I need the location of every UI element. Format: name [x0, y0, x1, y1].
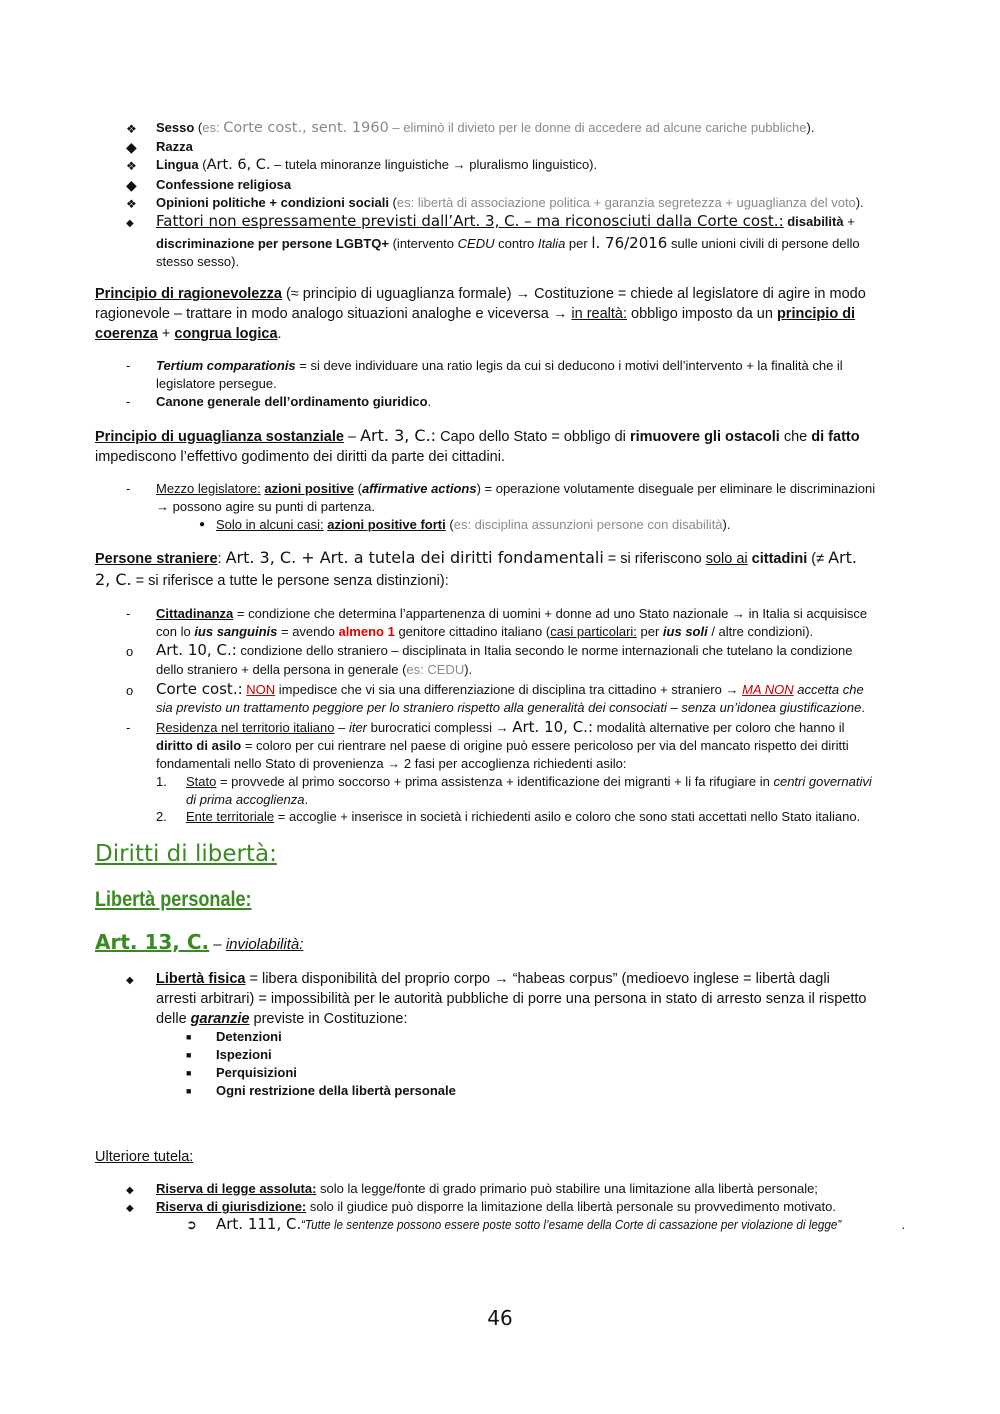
list-item-fattori: Fattori non espressamente previsti dall’Art. 3, C. – ma riconosciuti dalla Corte cost.: disabilità + — [156, 212, 855, 230]
diamond-bullet-icon: ❖ — [126, 159, 137, 173]
o-bullet: o — [126, 683, 134, 698]
list-item-garanzia: Perquisizioni — [216, 1065, 297, 1080]
list-item-residenza: Residenza nel territorio italiano – iter burocratici complessi → Art. 10, C.: modalità alternative per coloro che hanno il — [156, 718, 845, 736]
reference: Art. 6, C. — [206, 157, 271, 173]
list-item-garanzia: Ogni restrizione della libertà personale — [216, 1083, 456, 1098]
list-item-tertium: Tertium comparationis = si deve individuare una ratio legis da cui si deducono i motivi dell’intervento + la finalità che il — [156, 358, 843, 373]
dash-bullet: - — [126, 394, 131, 409]
o-bullet: o — [126, 644, 134, 659]
diamond-bullet-icon: ◆ — [126, 177, 137, 193]
dash-bullet: - — [126, 481, 131, 496]
square-bullet-icon: ■ — [186, 1068, 192, 1078]
heading-diritti-liberta: Diritti di libertà: — [95, 841, 277, 867]
section-ulteriore-tutela: Ulteriore tutela: — [95, 1149, 194, 1165]
page-number: 46 — [487, 1306, 513, 1330]
arrow-bullet-icon: ➲ — [186, 1217, 197, 1232]
list-item-canone: Canone generale dell’ordinamento giuridico. — [156, 394, 432, 409]
list-number: 2. — [156, 809, 167, 824]
heading-art13: Art. 13, C. – inviolabilità: — [95, 930, 304, 954]
list-item-corte: Corte cost.: NON impedisce che vi sia una differenziazione di disciplina tra cittadino + straniero → MA NON accetta che — [156, 680, 864, 698]
list-item-riserva-legge: Riserva di legge assoluta: solo la legge/fonte di grado primario può stabilire una limitazione alla libertà personale; — [156, 1181, 818, 1196]
paragraph-ragionevolezza: Principio di ragionevolezza (≈ principio di uguaglianza formale) → Costituzione = chiede al legislatore di agire in modo — [95, 286, 866, 302]
diamond-bullet-icon: ❖ — [126, 122, 137, 136]
document-page: ❖ Sesso (es: Corte cost., sent. 1960 – eliminò il divieto per le donne di accedere ad alcune cariche pubbliche). ◆ Razza ❖ Lingua (Art. 6, C. – tutela minoranze linguistiche → pluralismo linguistico). ◆ Confessione religiosa ❖ Opinioni politiche + condizioni sociali (es: libertà di associazione politica + garanzia segretezza + uguaglianza del voto). ◆ Fattori non espressamente previsti dall’Art. 3, C. – ma riconosciuti dalla Corte cost.: disabilità + discriminazione per persone LGBTQ+ (intervento CEDU contro Italia per l. 76/2016 sulle unioni civili di persone dello stesso sesso). Principio di ragionevolezza (≈ principio di uguaglianza formale) → Costituzione = chiede al legislatore di agire in modo ragionevole – trattare in modo analogo situazioni analoghe e viceversa → in realtà: obbligo imposto da un principio di coerenza + congrua logica. - Tertium comparationis = si deve individuare una ratio legis da cui si deducono i motivi dell’intervento + la finalità che il legislatore persegue. - Canone generale dell’ordinamento giuridico. Principio di uguaglianza sostanziale – Art. 3, C.: Capo dello Stato = obbligo di rimuovere gli ostacoli che di fatto impediscono l’effettivo godimento dei diritti da parte dei cittadini. - Mezzo legislatore: azioni positive (affirmative actions) = operazione volutamente diseguale per eliminare le discriminazioni → possono agire su punti di partenza. ● Solo in alcuni casi: azioni positive forti (es: disciplina assunzioni persone con disabilità). Persone straniere: Art. 3, C. + Art. a tutela dei diritti fondamentali = si riferiscono solo ai cittadini (≠ Art. 2, C. = si riferisce a tutte le persone senza distinzioni): - Cittadinanza = condizione che determina l’appartenenza di uomini + donne ad uno Stato nazionale → in Italia si acquisisce con lo ius sanguinis = avendo almeno 1 genitore cittadino italiano (casi particolari: per ius soli / altre condizioni). o Art. 10, C.: condizione dello straniero – disciplinata in Italia secondo le norme internazionali che tutelano la condizione dello straniero + della persona in generale (es: CEDU). o Corte cost.: NON impedisce che vi sia una differenziazione di disciplina tra cittadino + straniero → MA NON accetta che sia previsto un trattamento peggiore per lo straniero rispetto alla generalità dei consociati – senza un’idonea giustificazione. - Residenza nel territorio italiano – iter burocratici complessi → Art. 10, C.: modalità alternative per coloro che hanno il diritto di asilo = coloro per cui rientrare nel paese di origine può essere pericoloso per via del mancato rispetto dei diritti fondamentali nello Stato di provenienza → 2 fasi per accoglienza richiedenti asilo: 1. Stato = provvede al primo soccorso + prima assistenza + identificazione dei migranti + li fa rifugiare in centri governativi di prima accoglienza. 2. Ente territoriale = accoglie + inserisce in società i richiedenti asilo e coloro che sono stati accettati nello Stato italiano. Diritti di libertà: Libertà personale: Art. 13, C. – inviolabilità: ◆ Libertà fisica = libera disponibilità del proprio corpo → “habeas corpus” (medioevo inglese = libertà dagli arresti arbitrari) = impossibilità per le autorità pubbliche di porre una persona in stato di arresto senza il rispetto delle garanzie previste in Costituzione: ■ Detenzioni ■ Ispezioni ■ Perquisizioni ■ Ogni restrizione della libertà personale Ulteriore tutela: ◆ Riserva di legge assoluta: solo la legge/fonte di grado primario può stabilire una limitazione alla libertà personale; ◆ Riserva di giurisdizione: solo il giudice può disporre la limitazione della libertà personale su provvedimento motivato. ➲ Art. 111, C.“Tutte le sentenze possono essere poste sotto l’esame della Corte di cassazione per violazione di legge” . 46 — [0, 0, 1000, 1414]
list-item-garanzia: Detenzioni — [216, 1029, 282, 1044]
paragraph-title: Principio di uguaglianza sostanziale — [95, 429, 344, 445]
diamond-bullet-icon: ◆ — [126, 975, 134, 986]
list-item-opinioni: Opinioni politiche + condizioni sociali (es: libertà di associazione politica + garanzia segretezza + uguaglianza del voto). — [156, 195, 864, 210]
list-item-lingua: Lingua (Art. 6, C. – tutela minoranze linguistiche → pluralismo linguistico). — [156, 157, 598, 173]
list-item-religione: Confessione religiosa — [156, 177, 292, 192]
list-number: 1. — [156, 774, 167, 789]
paragraph-straniere: Persone straniere: Art. 3, C. + Art. a tutela dei diritti fondamentali = si riferiscono solo ai cittadini (≠ Art. — [95, 548, 857, 567]
paragraph-sostanziale: Principio di uguaglianza sostanziale – Art. 3, C.: Capo dello Stato = obbligo di rimuovere gli ostacoli che di fatto — [95, 426, 860, 445]
round-bullet-icon: ● — [199, 519, 206, 530]
reference: Corte cost., sent. 1960 — [223, 120, 389, 136]
heading-liberta-personale: Libertà personale: — [95, 888, 252, 911]
paragraph-title: Persone straniere — [95, 551, 218, 567]
list-item-sesso: Sesso (es: Corte cost., sent. 1960 – eliminò il divieto per le donne di accedere ad alcune cariche pubbliche). — [156, 120, 815, 136]
diamond-bullet-icon: ◆ — [126, 1185, 134, 1196]
square-bullet-icon: ■ — [186, 1050, 192, 1060]
square-bullet-icon: ■ — [186, 1032, 192, 1042]
list-item-art10: Art. 10, C.: condizione dello straniero – disciplinata in Italia secondo le norme internazionali che tutelano la condizione — [156, 641, 853, 659]
list-item-razza: Razza — [156, 139, 193, 154]
square-bullet-icon: ■ — [186, 1086, 192, 1096]
dash-bullet: - — [126, 720, 131, 735]
dash-bullet: - — [126, 606, 131, 621]
item-label: Sesso — [156, 120, 195, 135]
list-item-art111: Art. 111, C.“Tutte le sentenze possono essere poste sotto l’esame della Corte di cassazione per violazione di legge” . — [216, 1215, 906, 1233]
list-item-liberta-fisica: Libertà fisica = libera disponibilità del proprio corpo → “habeas corpus” (medioevo inglese = libertà dagli — [156, 971, 830, 987]
diamond-bullet-icon: ◆ — [126, 218, 134, 229]
list-item-stato: Stato = provvede al primo soccorso + prima assistenza + identificazione dei migranti + li fa rifugiare in centri governativi — [186, 774, 872, 789]
diamond-bullet-icon: ❖ — [126, 197, 137, 211]
diamond-bullet-icon: ◆ — [126, 1203, 134, 1214]
paragraph-title: Principio di ragionevolezza — [95, 286, 282, 302]
list-item-solo: Solo in alcuni casi: azioni positive forti (es: disciplina assunzioni persone con disabilità). — [216, 517, 731, 532]
diamond-bullet-icon: ◆ — [126, 139, 137, 155]
list-item-garanzia: Ispezioni — [216, 1047, 272, 1062]
list-item-riserva-giurisdizione: Riserva di giurisdizione: solo il giudice può disporre la limitazione della libertà personale su provvedimento motivato. — [156, 1199, 836, 1214]
list-item-mezzo: Mezzo legislatore: azioni positive (affirmative actions) = operazione volutamente diseguale per eliminare le discriminazioni — [156, 481, 876, 496]
dash-bullet: - — [126, 358, 131, 373]
list-item-cittadinanza: Cittadinanza = condizione che determina l’appartenenza di uomini + donne ad uno Stato nazionale → in Italia si acquisisce — [156, 606, 868, 621]
list-item-ente: Ente territoriale = accoglie + inserisce in società i richiedenti asilo e coloro che sono stati accettati nello Stato italiano. — [186, 809, 861, 824]
